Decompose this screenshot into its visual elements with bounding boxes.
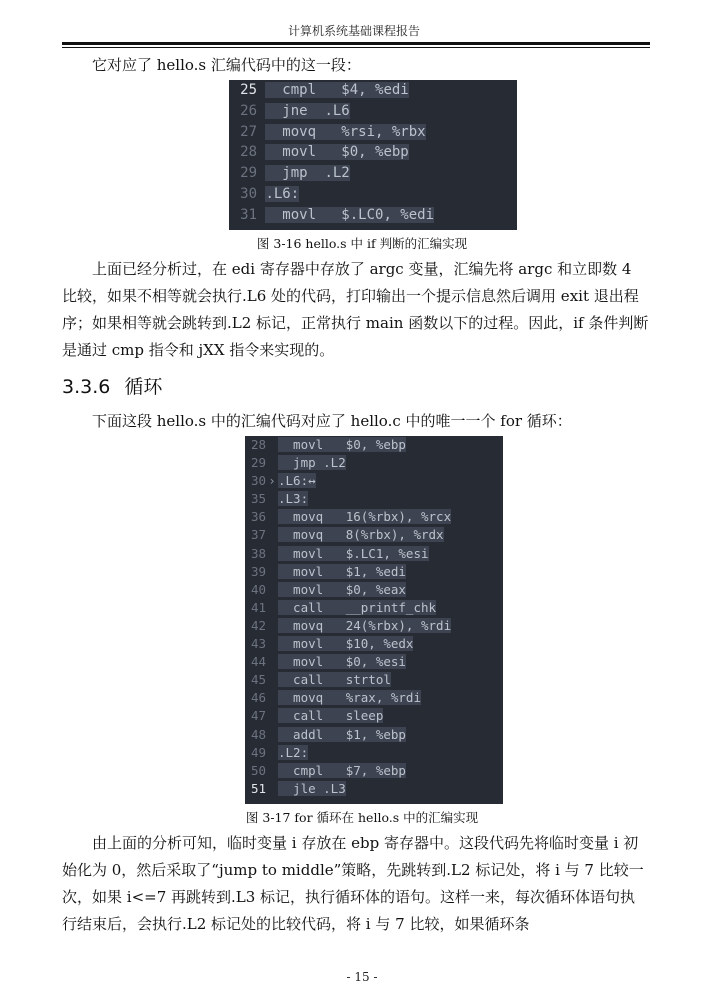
section-heading bbox=[62, 372, 162, 399]
code-text: movl $0, %esi bbox=[278, 654, 406, 670]
code-line bbox=[245, 581, 503, 599]
line-number: 29 bbox=[250, 455, 266, 471]
code-text: .L6:↔ bbox=[278, 473, 316, 489]
fold-gutter bbox=[266, 671, 278, 689]
header-rule-thick bbox=[62, 42, 650, 45]
paragraph-loop-intro: 下面这段 hello.s 中的汇编代码对应了 hello.c 中的唯一一个 for 循环： bbox=[92, 412, 572, 430]
fold-gutter bbox=[266, 707, 278, 725]
code-line bbox=[229, 122, 517, 143]
figure-caption-3-17: 图 3-17 for 循环在 hello.s 中的汇编实现 bbox=[245, 810, 479, 825]
line-number: 26 bbox=[240, 102, 257, 119]
code-line bbox=[245, 762, 503, 780]
code-text: movl $0, %ebp bbox=[265, 144, 409, 161]
code-text: jne .L6 bbox=[265, 102, 350, 119]
code-line bbox=[245, 454, 503, 472]
line-number: 25 bbox=[240, 82, 257, 98]
fold-gutter bbox=[266, 545, 278, 563]
code-line bbox=[245, 653, 503, 671]
code-line bbox=[229, 163, 517, 184]
line-number: 28 bbox=[240, 144, 257, 161]
code-line bbox=[245, 436, 503, 454]
code-line bbox=[245, 617, 503, 635]
code-text: movl $1, %edi bbox=[278, 563, 406, 579]
code-line bbox=[229, 142, 517, 163]
line-number: 36 bbox=[250, 509, 266, 525]
code-text: call sleep bbox=[278, 708, 384, 724]
code-line bbox=[245, 545, 503, 563]
code-text: movl $.LC0, %edi bbox=[265, 206, 435, 223]
line-number: 51 bbox=[250, 780, 266, 796]
code-text: movq %rax, %rdi bbox=[278, 690, 421, 706]
line-number: 37 bbox=[250, 527, 266, 543]
line-number: 46 bbox=[250, 690, 266, 706]
line-number: 30 bbox=[240, 185, 257, 202]
code-line bbox=[229, 205, 517, 226]
line-number: 48 bbox=[250, 726, 266, 742]
fold-gutter bbox=[266, 508, 278, 526]
fold-arrow-icon[interactable]: › bbox=[268, 473, 276, 489]
code-line bbox=[245, 707, 503, 725]
code-line bbox=[245, 526, 503, 544]
code-text: call strtol bbox=[278, 672, 391, 688]
code-text: cmpl $4, %edi bbox=[265, 82, 409, 98]
section-number: 3.3.6 bbox=[62, 376, 111, 398]
page-number: - 15 - bbox=[346, 970, 378, 984]
code-line bbox=[245, 490, 503, 508]
figure-caption-3-16: 图 3-16 hello.s 中 if 判断的汇编实现 bbox=[256, 236, 468, 251]
fold-gutter bbox=[266, 744, 278, 762]
section-title: 循环 bbox=[124, 376, 163, 398]
line-number: 49 bbox=[250, 744, 266, 760]
code-text: movq 8(%rbx), %rdx bbox=[278, 527, 444, 543]
code-line bbox=[229, 184, 517, 205]
line-number: 42 bbox=[250, 617, 266, 633]
fold-gutter bbox=[266, 653, 278, 671]
line-number: 38 bbox=[250, 545, 266, 561]
code-text: movl $0, %eax bbox=[278, 581, 406, 597]
line-number: 29 bbox=[240, 165, 257, 182]
code-line bbox=[245, 635, 503, 653]
header-rule-thin bbox=[62, 47, 650, 48]
code-text: jmp .L2 bbox=[278, 455, 346, 471]
code-text: movl $10, %edx bbox=[278, 636, 414, 652]
line-number: 30 bbox=[250, 473, 266, 489]
fold-gutter bbox=[266, 490, 278, 508]
fold-gutter bbox=[266, 780, 278, 798]
fold-gutter bbox=[266, 762, 278, 780]
code-line bbox=[245, 780, 503, 798]
code-text: .L2: bbox=[278, 744, 309, 760]
fold-gutter bbox=[266, 635, 278, 653]
paragraph-if-analysis: 上面已经分析过，在 edi 寄存器中存放了 argc 变量，汇编先将 argc 和立即数 4 比较，如果不相等就会执行.L6 处的代码，打印输出一个提示信息然后调用 exit 退出程序；如果相等就会跳转到.L2 标记，正常执行 main 函数以下的过程。因此，if 条件判断是通过 cmp 指令和 jXX 指令来实现的。 bbox=[62, 260, 649, 359]
code-line bbox=[229, 80, 517, 101]
code-line bbox=[245, 599, 503, 617]
code-text: jmp .L2 bbox=[265, 165, 350, 182]
line-number: 31 bbox=[240, 206, 257, 223]
code-block-if bbox=[229, 80, 517, 230]
page-header: 计算机系统基础课程报告 bbox=[287, 24, 420, 38]
code-text: addl $1, %ebp bbox=[278, 726, 406, 742]
code-text: movq %rsi, %rbx bbox=[265, 123, 426, 140]
line-number: 50 bbox=[250, 762, 266, 778]
code-text: movq 24(%rbx), %rdi bbox=[278, 617, 452, 633]
fold-gutter bbox=[266, 563, 278, 581]
code-text: .L3: bbox=[278, 491, 309, 507]
fold-gutter bbox=[266, 436, 278, 454]
code-line bbox=[245, 744, 503, 762]
line-number: 43 bbox=[250, 636, 266, 652]
code-line bbox=[245, 689, 503, 707]
line-number: 28 bbox=[250, 437, 266, 452]
fold-gutter bbox=[266, 689, 278, 707]
line-number: 40 bbox=[250, 581, 266, 597]
code-line bbox=[245, 508, 503, 526]
code-line bbox=[245, 726, 503, 744]
line-number: 41 bbox=[250, 599, 266, 615]
code-text: movq 16(%rbx), %rcx bbox=[278, 509, 452, 525]
fold-gutter bbox=[266, 617, 278, 635]
paragraph-loop-analysis: 由上面的分析可知，临时变量 i 存放在 ebp 寄存器中。这段代码先将临时变量 i 初始化为 0，然后采取了“jump to middle”策略，先跳转到.L2 标记处，将 i 与 7 比较一次，如果 i<=7 再跳转到.L3 标记，执行循环体的语句。这样一来，每次循环体语句执行结束后，会执行.L2 标记处的比较代码，将 i 与 7 比较，如果循环条 bbox=[62, 834, 644, 933]
code-line bbox=[229, 101, 517, 122]
line-number: 44 bbox=[250, 654, 266, 670]
code-line bbox=[245, 671, 503, 689]
intro-text: 它对应了 hello.s 汇编代码中的这一段： bbox=[92, 56, 361, 74]
code-text: jle .L3 bbox=[278, 780, 346, 796]
code-block-for-loop bbox=[245, 436, 503, 804]
code-line bbox=[245, 563, 503, 581]
fold-gutter bbox=[266, 726, 278, 744]
code-line bbox=[245, 472, 503, 490]
fold-gutter bbox=[266, 454, 278, 472]
code-text: call __printf_chk bbox=[278, 599, 437, 615]
line-number: 35 bbox=[250, 491, 266, 507]
line-number: 27 bbox=[240, 123, 257, 140]
fold-gutter bbox=[266, 581, 278, 599]
code-text: movl $0, %ebp bbox=[278, 437, 406, 452]
line-number: 45 bbox=[250, 672, 266, 688]
code-text: cmpl $7, %ebp bbox=[278, 762, 406, 778]
code-text: movl $.LC1, %esi bbox=[278, 545, 429, 561]
line-number: 47 bbox=[250, 708, 266, 724]
line-number: 39 bbox=[250, 563, 266, 579]
fold-gutter bbox=[266, 599, 278, 617]
code-text: .L6: bbox=[265, 185, 300, 202]
fold-gutter bbox=[266, 526, 278, 544]
